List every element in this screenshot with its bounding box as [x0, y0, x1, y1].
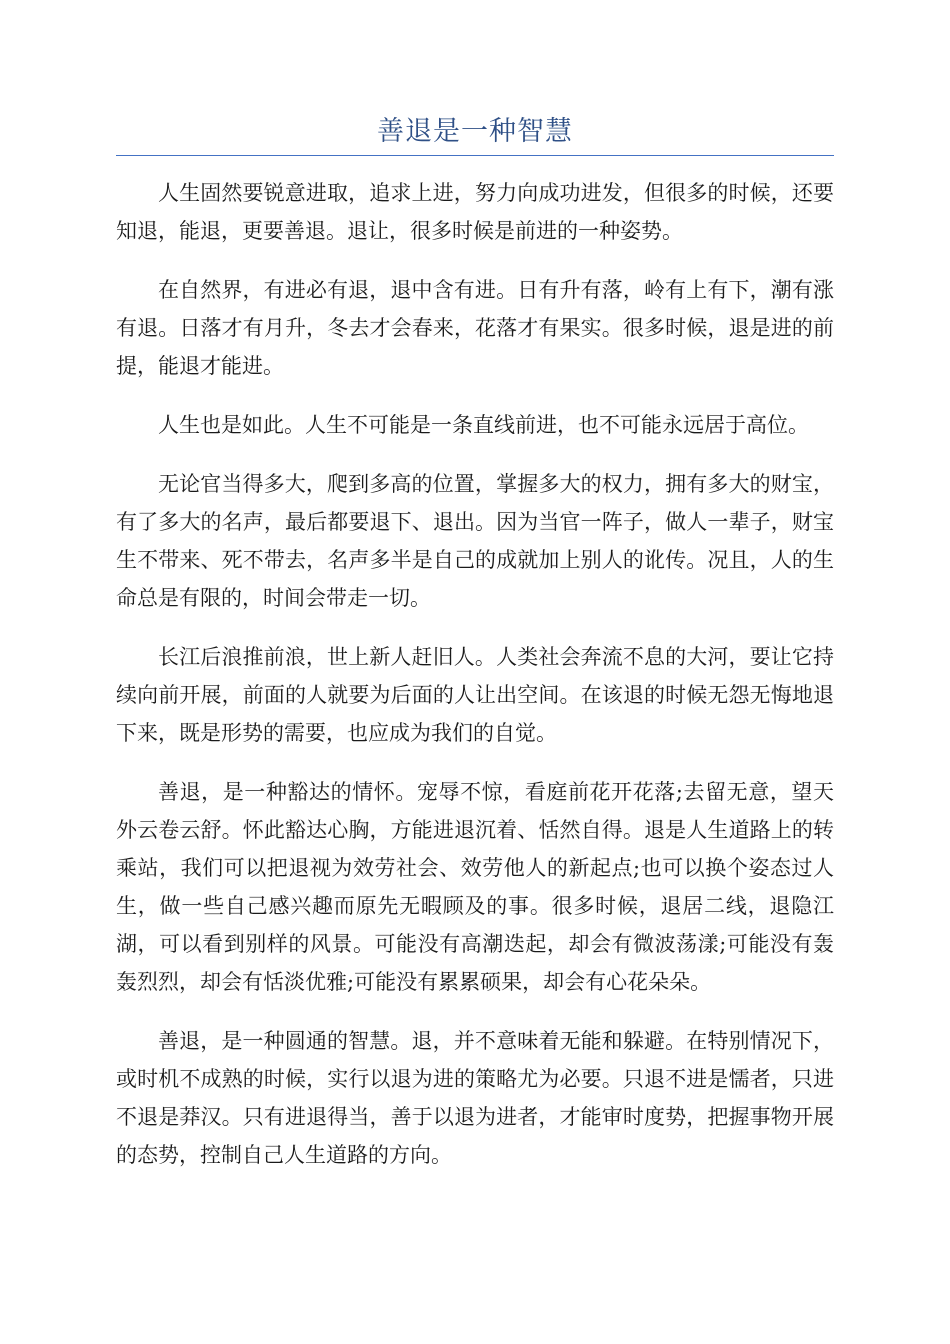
paragraph-4: 无论官当得多大，爬到多高的位置，掌握多大的权力，拥有多大的财宝，有了多大的名声，最后都要退下、退出。因为当官一阵子，做人一辈子，财宝生不带来、死不带去，名声多半是自己的成就加上别人的讹传。况且，人的生命总是有限的，时间会带走一切。: [116, 472, 834, 610]
paragraph-7: 善退，是一种圆通的智慧。退，并不意味着无能和躲避。在特别情况下，或时机不成熟的时候，实行以退为进的策略尤为必要。只退不进是懦者，只进不退是莽汉。只有进退得当，善于以退为进者，才能审时度势，把握事物开展的态势，控制自己人生道路的方向。: [116, 1029, 834, 1167]
document-body: [116, 174, 834, 1195]
paragraph-2: 在自然界，有进必有退，退中含有进。日有升有落，岭有上有下，潮有涨有退。日落才有月升，冬去才会春来，花落才有果实。很多时候，退是进的前提，能退才能进。: [116, 278, 834, 378]
paragraph-5: 长江后浪推前浪，世上新人赶旧人。人类社会奔流不息的大河，要让它持续向前开展，前面的人就要为后面的人让出空间。在该退的时候无怨无悔地退下来，既是形势的需要，也应成为我们的自觉。: [116, 645, 834, 745]
paragraph-3: 人生也是如此。人生不可能是一条直线前进，也不可能永远居于高位。: [158, 413, 809, 437]
document-title: 善退是一种智慧: [377, 116, 573, 147]
paragraph-1: 人生固然要锐意进取，追求上进，努力向成功进发，但很多的时候，还要知退，能退，更要善退。退让，很多时候是前进的一种姿势。: [116, 181, 834, 243]
paragraph-6: 善退，是一种豁达的情怀。宠辱不惊，看庭前花开花落;去留无意，望天外云卷云舒。怀此豁达心胸，方能进退沉着、恬然自得。退是人生道路上的转乘站，我们可以把退视为效劳社会、效劳他人的新起点;也可以换个姿态过人生，做一些自己感兴趣而原先无暇顾及的事。很多时候，退居二线，退隐江湖，可以看到别样的风景。可能没有高潮迭起，却会有微波荡漾;可能没有轰轰烈烈，却会有恬淡优雅;可能没有累累硕果，却会有心花朵朵。: [116, 780, 834, 994]
title-underline: [116, 155, 834, 156]
